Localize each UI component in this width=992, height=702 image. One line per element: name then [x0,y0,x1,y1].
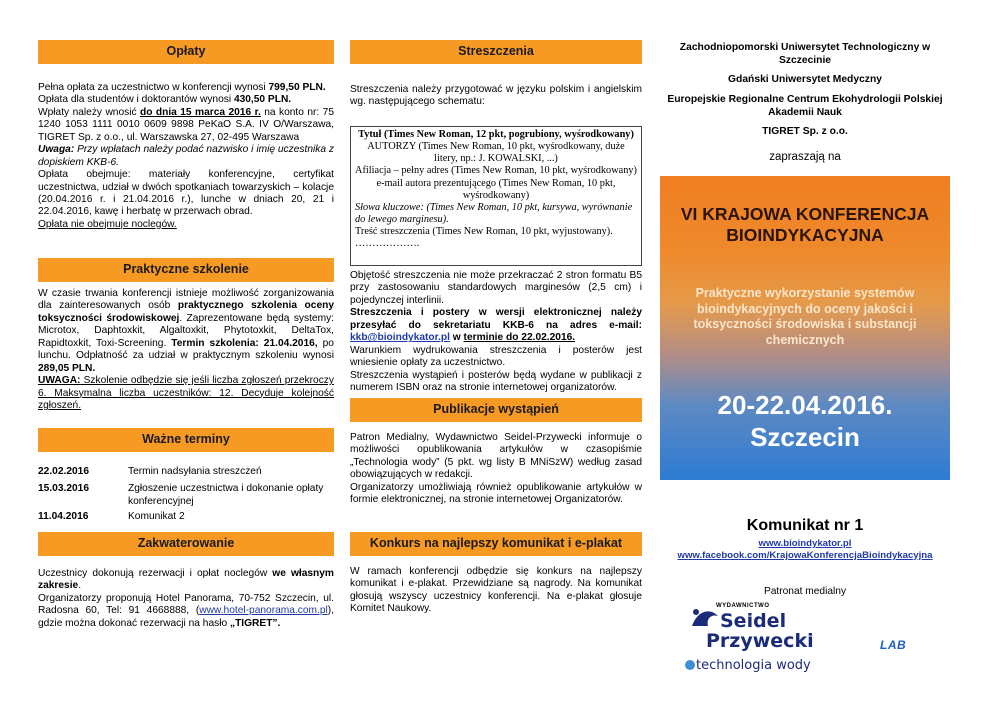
patronat-label: Patronat medialny [763,586,847,597]
konkurs-text: W ramach konferencji odbędzie się konkurs na najlepszy komunikat i e-plakat. Przewidziane są nagrody. Na komunikat głosują wszyscy uczestnicy konferencji. Na e-plakat głosuje Komitet Naukowy. [350,566,642,615]
zakwaterowanie-text: Uczestnicy dokonują rezerwacji i opłat noclegów we własnym zakresie. Organizatorzy proponują Hotel Panorama, 70-752 Szczecin, ul. Radosna 60, Tel: 91 4668888, (www.hotel-panorama.com.pl), gdzie można dokonać rezerwacji na hasło „TIGRET”. [38,568,334,629]
institution-2: Gdański Uniwersytet Medyczny [728,74,882,85]
conference-banner [660,176,950,480]
section-header-konkurs: Konkurs na najlepszy komunikat i e-plakat [350,532,642,556]
section-header-streszczenia: Streszczenia [350,40,642,64]
oplaty-text: Pełna opłata za uczestnictwo w konferencji wynosi 799,50 PLN. Opłata dla studentów i doktorantów wynosi 430,50 PLN. Wpłaty należy wnosić do dnia 15 marca 2016 r. na konto nr: 75 1240 1053 1111 0010 0609 9898 PeKaO S.A. IV O/Warszawa, TIGRET Sp. z o.o., ul. Warszawska 27, 02-495 Warszawa Uwaga: Przy wpłatach należy podać nazwisko i imię uczestnika z dopiskiem KKB-6. Opłata obejmuje: materiały konferencyjne, certyfikat uczestnictwa, udział w dwóch spotkaniach towarzyskich – kolacje (20.04.2016 r. i 21.04.2016 r.), lunche w dniach 20, 21 i 22.04.2016, kawę i herbatę w przerwach obrad. Opłata nie obejmuje noclegów. [38,82,335,230]
lab-logo: LAB [880,638,907,652]
section-header-oplaty: Opłaty [38,40,334,64]
links [660,538,950,562]
conference-subtitle: Praktyczne wykorzystanie systemów bioindykacyjnych do oceny jakości i toksyczności środowiska i substancji chemicznych [693,286,917,347]
terms-row: 15.03.2016 Zgłoszenie uczestnictwa i dokonanie opłaty konferencyjnej [38,483,324,507]
conference-date: 20-22.04.2016. Szczecin [717,390,893,452]
institution-3: Europejskie Regionalne Centrum Ekohydrologii Polskiej Akademii Nauk [667,94,943,118]
section-header-szkolenie: Praktyczne szkolenie [38,258,334,282]
komunikat-title: Komunikat nr 1 [746,517,864,534]
email-link[interactable]: kkb@bioindykator.pl [350,332,450,344]
invite-text: zapraszają na [769,151,841,163]
publikacje-text: Patron Medialny, Wydawnictwo Seidel-Przywecki informuje o możliwości opublikowania artykułów w czasopiśmie „Technologia wody” (5 pkt. wg listy B MNiSzW) według zasad obowiązujących w redakcji. Organizatorzy umożliwiają również opublikowanie artykułów w formie elektronicznej, na stronie internetowej Organizatorów. [350,432,642,506]
terms-row: 22.02.2016 Termin nadsyłania streszczeń [38,466,262,477]
section-header-publikacje: Publikacje wystąpień [350,398,642,422]
section-header-terminy: Ważne terminy [38,428,334,452]
terms-row: 11.04.2016 Komunikat 2 [38,511,185,523]
institution-4: TIGRET Sp. z o.o. [762,126,848,137]
abstract-template-box: Tytuł (Times New Roman, 12 pkt, pogrubiony, wyśrodkowany) AUTORZY (Times New Roman, 10 pkt, wyśrodkowany, duże litery, np.: J. KOWALSKI, ...) Afiliacja – pełny adres (Times New Roman, 10 pkt, wyśrodkowany) e-mail autora prezentującego (Times New Roman, 10 pkt, wyśrodkowany) Słowa kluczowe: (Times New Roman, 10 pkt, kursywa, wyrównanie do lewego marginesu). Treść streszczenia (Times New Roman, 10 pkt, wyjustowany). ………………. [350,126,642,266]
institution-1: Zachodniopomorski Uniwersytet Technologiczny w Szczecinie [679,42,931,66]
streszczenia-text: Objętość streszczenia nie może przekraczać 2 stron formatu B5 przy zastosowaniu standardowych marginesów (2,5 cm) i pojedynczej interlinii. Streszczenia i postery w wersji elektronicznej należy przesyłać do sekretariatu KKB-6 na adres e-mail: kkb@bioindykator.pl w terminie do 22.02.2016. Warunkiem wydrukowania streszczenia i posterów jest wniesienie opłaty za uczestnictwo. Streszczenia wystąpień i posterów będą wydane w publikacji z numerem ISBN oraz na stronie internetowej organizatorów. [350,270,642,393]
hotel-link[interactable]: www.hotel-panorama.com.pl [199,605,328,617]
seidel-przywecki-logo: WYDAWNICTWO Seidel Przywecki technologia wody [682,600,822,678]
szkolenie-text: W czasie trwania konferencji istnieje możliwość zorganizowania dla zainteresowanych osób praktycznego szkolenia oceny toksyczności środowiskowej. Zaprezentowane będą systemy: Microtox, Daphtoxkit, Algaltoxkit, Phytotoxkit, DeltaTox, Rapidtoxkit, Toxi-Screening. Termin szkolenia: 21.04.2016, po lunchu. Odpłatność za udział w praktycznym szkoleniu wynosi 289,05 PLN. UWAGA: Szkolenie odbędzie się jeśli liczba zgłoszeń przekroczy 6. Maksymalna liczba uczestników: 12. Decyduje kolejność zgłoszeń. [38,288,335,411]
website-link[interactable]: www.bioindykator.pl [758,538,852,549]
conference-title: VI KRAJOWA KONFERENCJA BIOINDYKACYJNA [680,204,930,246]
streszczenia-intro: Streszczenia należy przygotować w języku polskim i angielskim wg. następującego schematu: [350,84,642,108]
water-drop-icon [684,659,696,671]
facebook-link[interactable]: www.facebook.com/KrajowaKonferencjaBioindykacyjna [677,549,933,561]
section-header-zakwaterowanie: Zakwaterowanie [38,532,334,556]
terms-list [38,466,334,529]
